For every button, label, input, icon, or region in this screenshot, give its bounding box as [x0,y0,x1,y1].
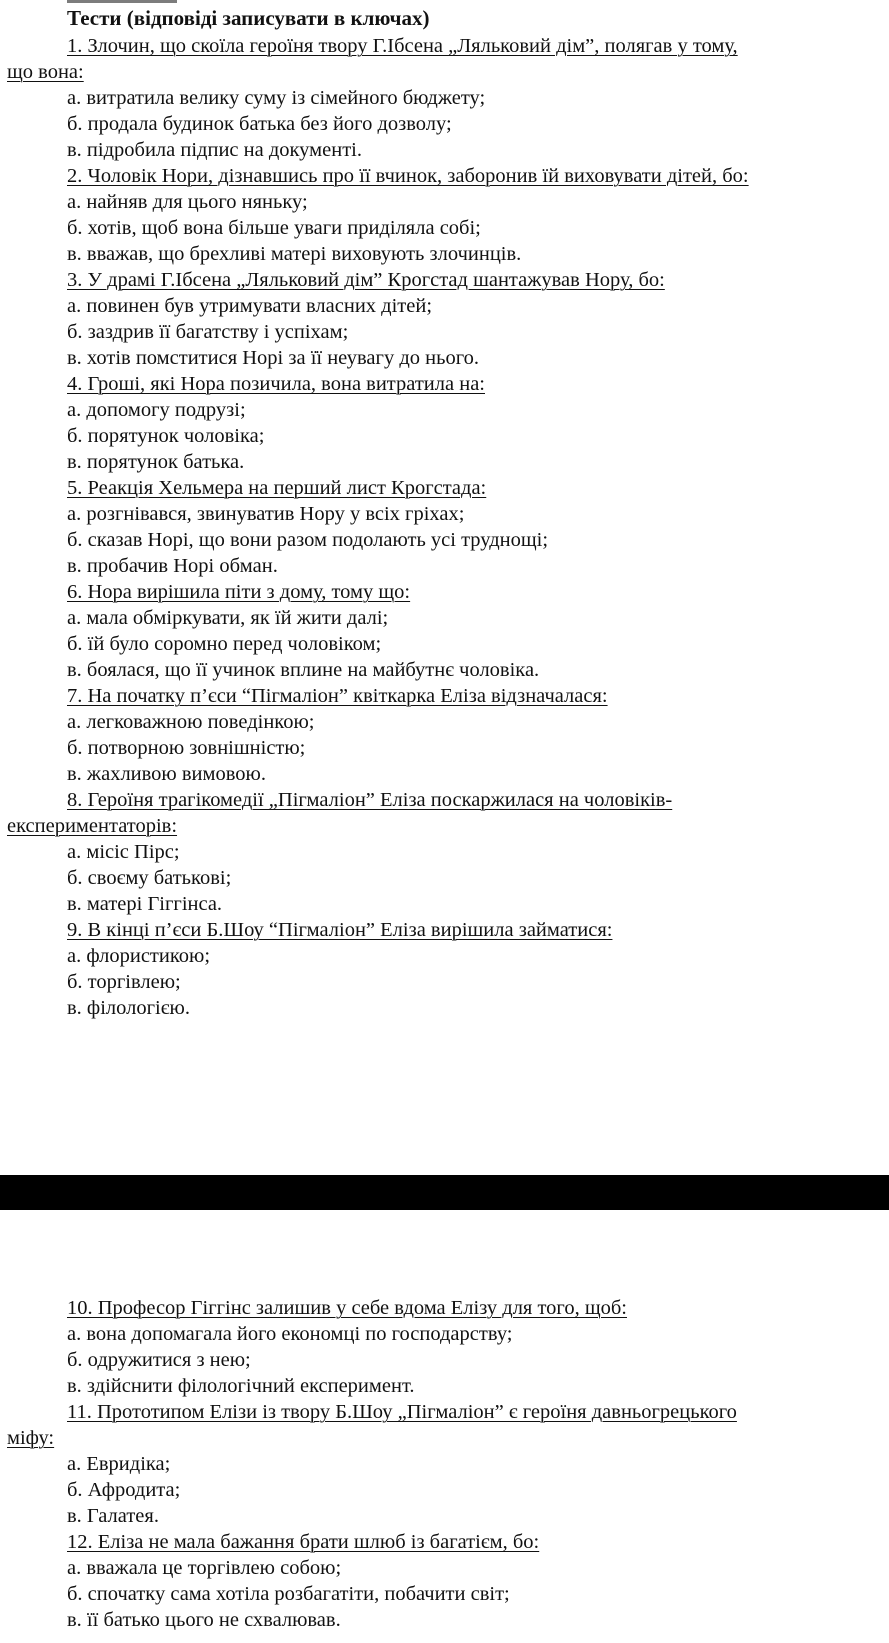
question-3-option-a: а. повинен був утримувати власних дітей; [67,295,433,317]
question-6-option-a: а. мала обміркувати, як їй жити далі; [67,607,389,629]
question-5-option-c: в. пробачив Норі обман. [67,555,278,577]
question-9: 9. В кінці п’єси Б.Шоу “Пігмаліон” Еліза вирішила займатися: [67,919,613,941]
question-2-option-a: а. найняв для цього няньку; [67,191,308,213]
document-page-bottom [0,1210,889,1643]
question-4-option-a: а. допомогу подрузі; [67,399,246,421]
question-5-option-b: б. сказав Норі, що вони разом подолають усі труднощі; [67,529,549,551]
question-7: 7. На початку п’єси “Пігмаліон” квіткарка Еліза відзначалася: [67,685,608,707]
question-5: 5. Реакція Хельмера на перший лист Крогстада: [67,477,487,499]
question-10: 10. Професор Гіггінс залишив у себе вдома Елізу для того, щоб: [67,1297,627,1319]
question-4: 4. Гроші, які Нора позичила, вона витратила на: [67,373,485,395]
question-9-option-a: а. флористикою; [67,945,211,967]
question-8-continuation: експериментаторів: [7,815,178,837]
question-8: 8. Героїня трагікомедії „Пігмаліон” Еліза поскаржилася на чоловіків- [67,789,673,811]
question-2-option-c: в. вважав, що брехливі матері виховують злочинців. [67,243,522,265]
question-6-option-c: в. боялася, що її учинок вплине на майбутнє чоловіка. [67,659,540,681]
question-6: 6. Нора вирішила піти з дому, тому що: [67,581,411,603]
test-title: Тести (відповіді записувати в ключах) [67,6,430,30]
question-11-option-c: в. Галатея. [67,1505,159,1527]
question-1-option-c: в. підробила підпис на документі. [67,139,362,161]
question-1: 1. Злочин, що скоїла героїня твору Г.Ібсена „Ляльковий дім”, полягав у тому, [67,35,738,57]
question-11-option-a: а. Евридіка; [67,1453,171,1475]
question-12-option-b: б. спочатку сама хотіла розбагатіти, побачити світ; [67,1583,510,1605]
question-1-continuation: що вона: [7,61,84,83]
question-3-option-c: в. хотів помститися Норі за її неувагу до нього. [67,347,479,369]
question-10-option-c: в. здійснити філологічний експеримент. [67,1375,415,1397]
question-7-option-c: в. жахливою вимовою. [67,763,266,785]
question-3-option-b: б. заздрив її багатству і успіхам; [67,321,349,343]
question-9-option-b: б. торгівлею; [67,971,181,993]
question-12: 12. Еліза не мала бажання брати шлюб із багатієм, бо: [67,1531,540,1553]
question-11-continuation: міфу: [7,1427,55,1449]
page-separator-band [0,1175,889,1210]
question-1-option-a: а. витратила велику суму із сімейного бюджету; [67,87,486,109]
question-10-option-a: а. вона допомагала його економці по господарству; [67,1323,513,1345]
question-7-option-a: а. легковажною поведінкою; [67,711,315,733]
question-1-option-b: б. продала будинок батька без його дозволу; [67,113,452,135]
question-8-option-c: в. матері Гіггінса. [67,893,223,915]
question-11: 11. Прототипом Елізи із твору Б.Шоу „Пігмаліон” є героїня давньогрецького [67,1401,737,1423]
question-2-option-b: б. хотів, щоб вона більше уваги приділяла собі; [67,217,481,239]
question-11-option-b: б. Афродита; [67,1479,181,1501]
question-3: 3. У драмі Г.Ібсена „Ляльковий дім” Крогстад шантажував Нору, бо: [67,269,665,291]
question-4-option-c: в. порятунок батька. [67,451,245,473]
question-5-option-a: а. розгнівався, звинуватив Нору у всіх гріхах; [67,503,465,525]
cropped-heading-remnant [67,0,177,3]
question-10-option-b: б. одружитися з нею; [67,1349,251,1371]
question-8-option-b: б. своєму батькові; [67,867,232,889]
question-12-option-a: а. вважала це торгівлею собою; [67,1557,342,1579]
question-6-option-b: б. їй було соромно перед чоловіком; [67,633,382,655]
question-9-option-c: в. філологією. [67,997,190,1019]
question-8-option-a: а. місіс Пірс; [67,841,180,863]
question-7-option-b: б. потворною зовнішністю; [67,737,306,759]
question-4-option-b: б. порятунок чоловіка; [67,425,265,447]
question-12-option-c: в. її батько цього не схвалював. [67,1609,341,1631]
question-2: 2. Чоловік Нори, дізнавшись про її вчинок, заборонив їй виховувати дітей, бо: [67,165,749,187]
